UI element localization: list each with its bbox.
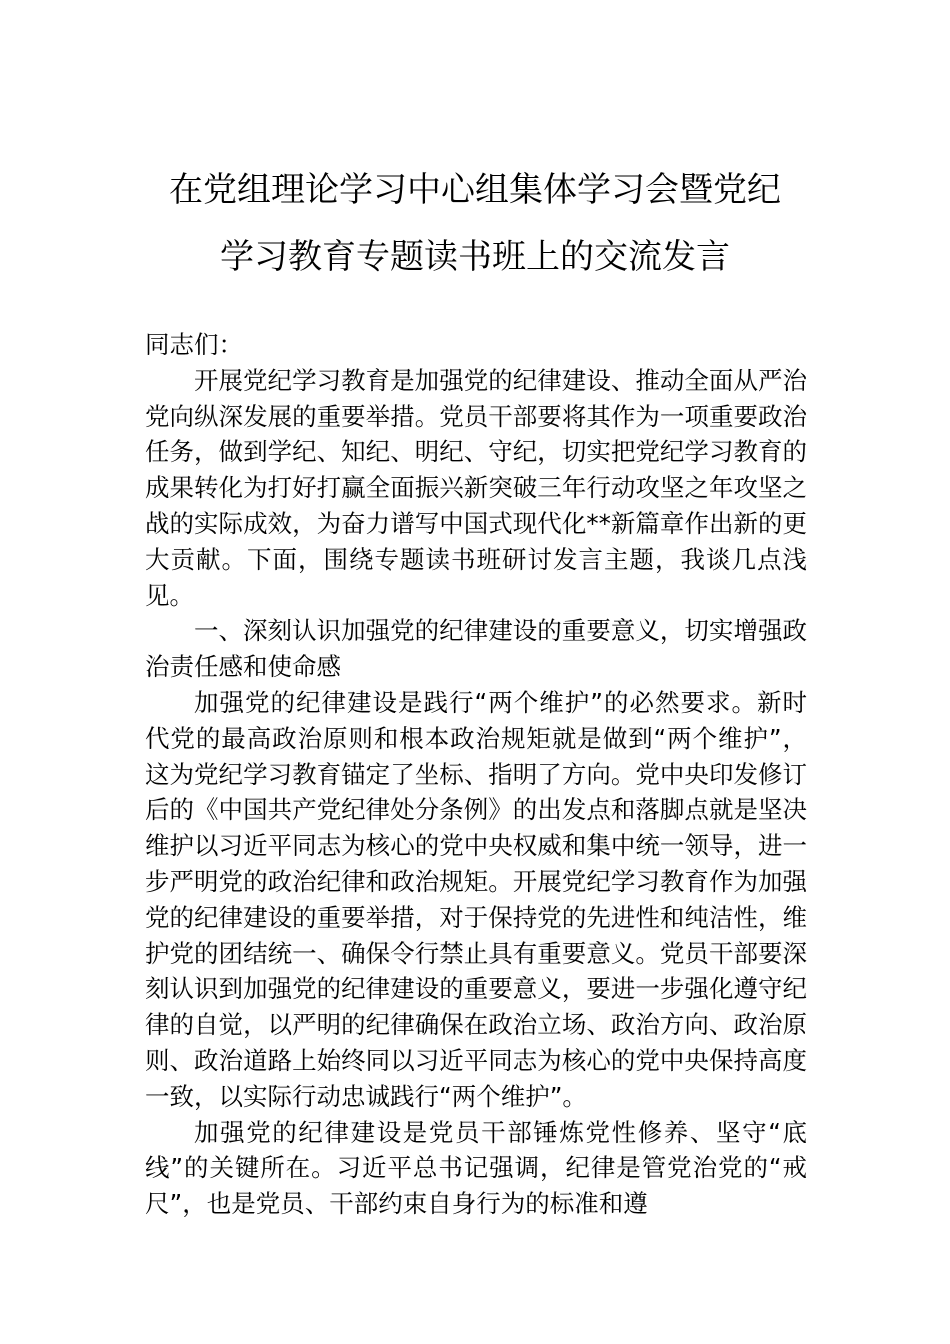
document-body: [145, 327, 807, 1222]
paragraph-body-1: 加强党的纪律建设是践行“两个维护”的必然要求。新时代党的最高政治原则和根本政治规矩就是做到“两个维护”，这为党纪学习教育锚定了坐标、指明了方向。党中央印发修订后的《中国共产党纪律处分条例》的出发点和落脚点就是坚决维护以习近平同志为核心的党中央权威和集中统一领导，进一步严明党的政治纪律和政治规矩。开展党纪学习教育作为加强党的纪律建设的重要举措，对于保持党的先进性和纯洁性，维护党的团结统一、确保令行禁止具有重要意义。党员干部要深刻认识到加强党的纪律建设的重要意义，要进一步强化遵守纪律的自觉，以严明的纪律确保在政治立场、政治方向、政治原则、政治道路上始终同以习近平同志为核心的党中央保持高度一致，以实际行动忠诚践行“两个维护”。: [145, 687, 807, 1111]
paragraph-intro: 开展党纪学习教育是加强党的纪律建设、推动全面从严治党向纵深发展的重要举措。党员干部要将其作为一项重要政治任务，做到学纪、知纪、明纪、守纪，切实把党纪学习教育的成果转化为打好打赢全面振兴新突破三年行动攻坚之年攻坚之战的实际成效，为奋力谱写中国式现代化**新篇章作出新的更大贡献。下面，围绕专题读书班研讨发言主题，我谈几点浅见。: [145, 365, 807, 610]
section-heading-1: 一、深刻认识加强党的纪律建设的重要意义，切实增强政治责任感和使命感: [145, 616, 807, 682]
document-title-line-2: 学习教育专题读书班上的交流发言: [220, 237, 730, 277]
salutation: 同志们：: [145, 330, 243, 359]
paragraph-body-2: 加强党的纪律建设是党员干部锤炼党性修养、坚守“底线”的关键所在。习近平总书记强调，纪律是管党治党的“戒尺”，也是党员、干部约束自身行为的标准和遵: [145, 1117, 807, 1219]
document-title-line-1: 在党组理论学习中心组集体学习会暨党纪: [169, 170, 781, 210]
